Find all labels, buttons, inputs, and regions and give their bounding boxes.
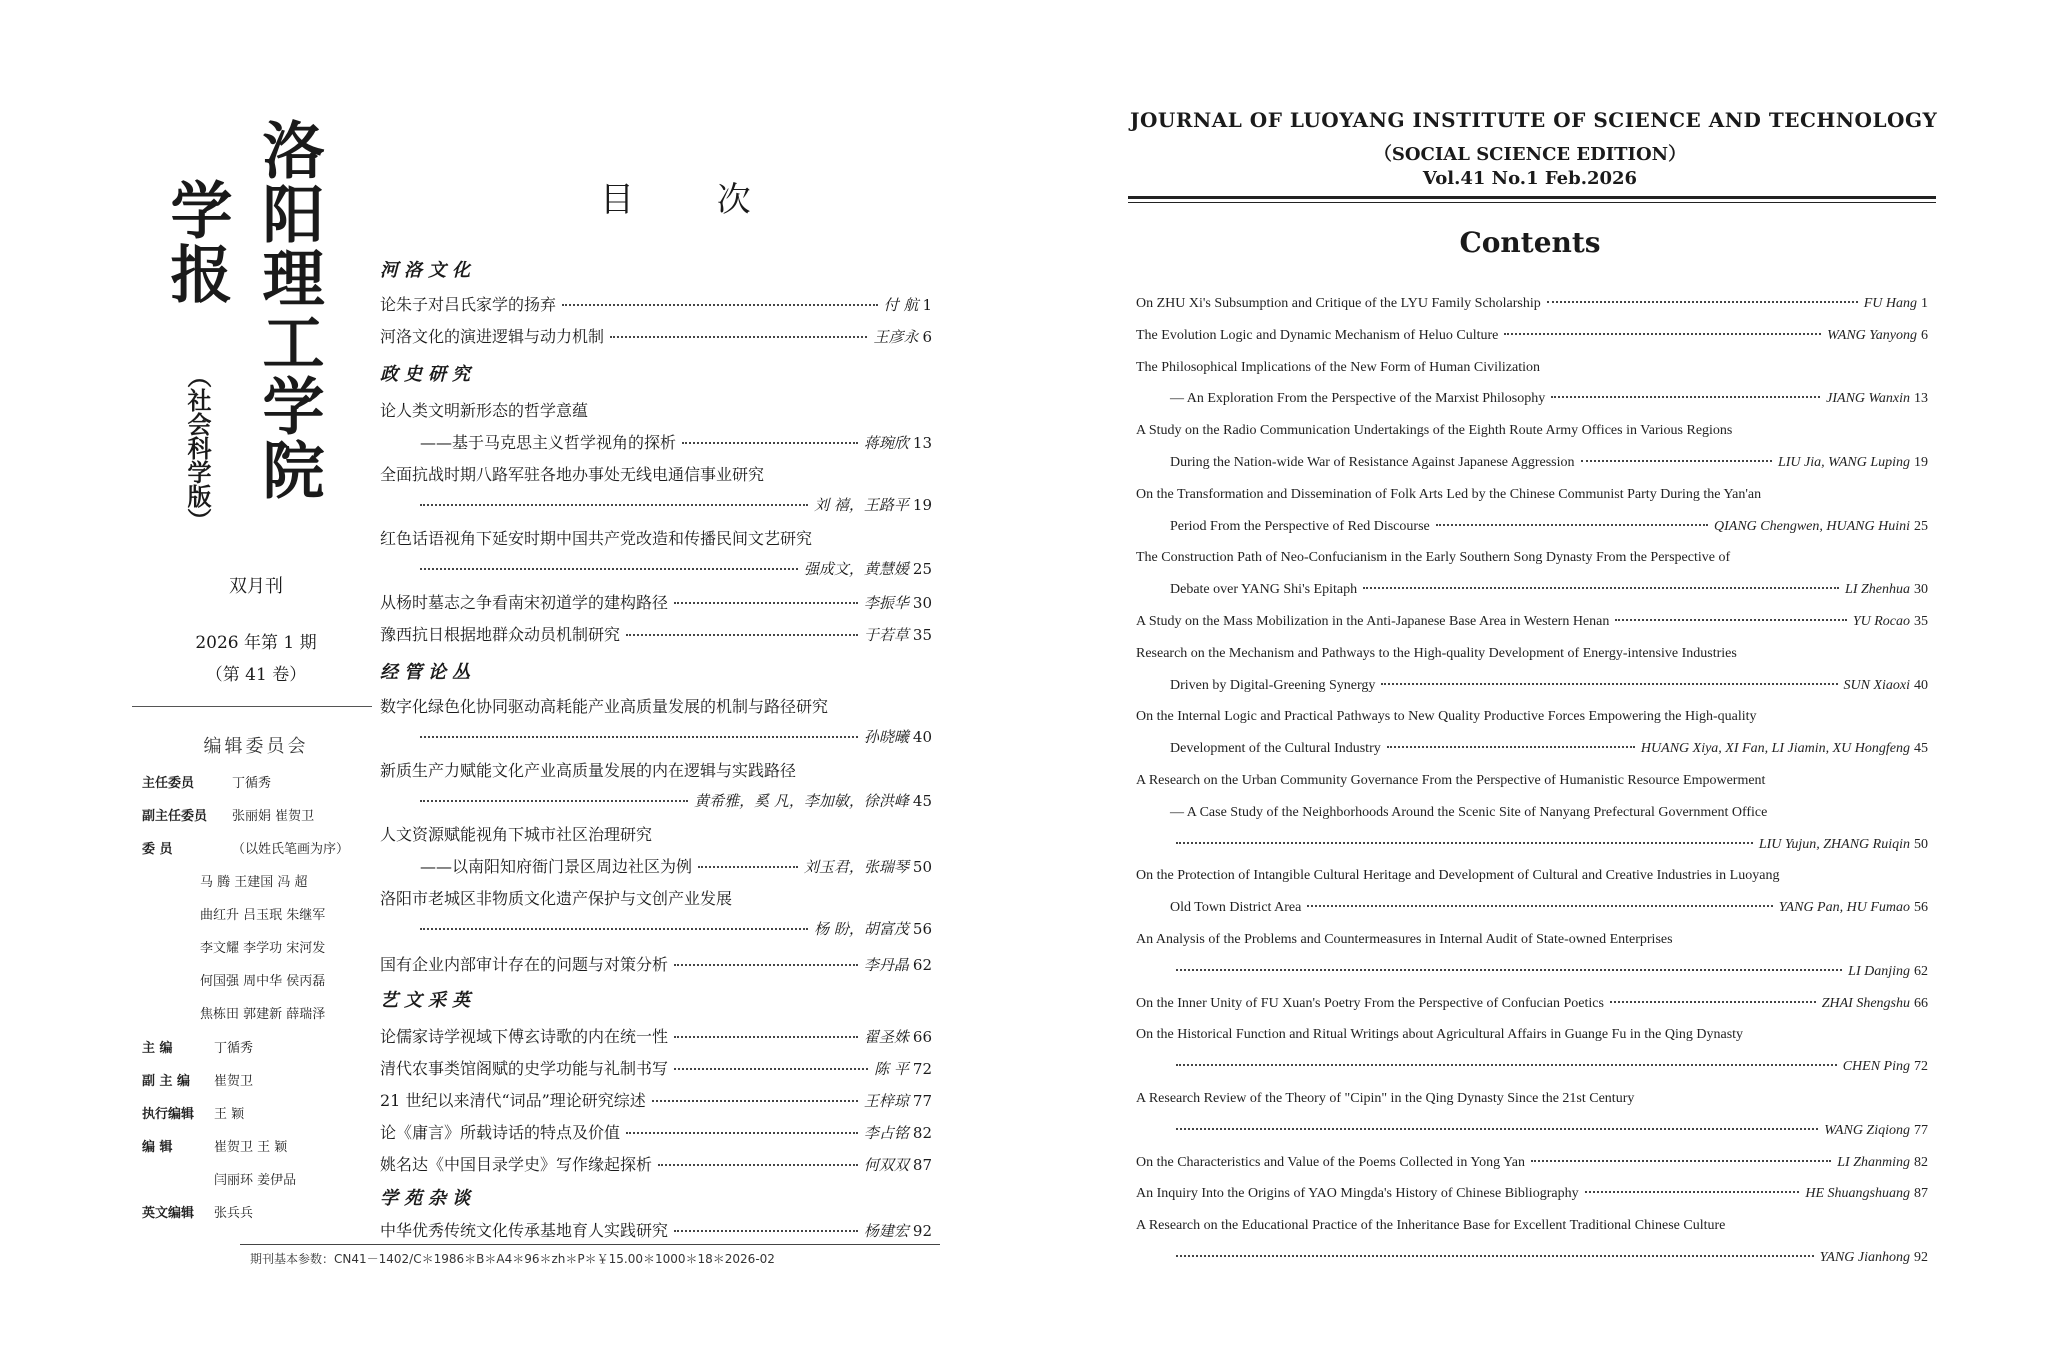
toc-entry-page: 35 <box>1914 614 1928 629</box>
board-exec-editor: 王 颖 <box>214 1107 245 1122</box>
toc-entry-author: JIANG Wanxin <box>1826 391 1910 407</box>
toc-entry-line <box>1136 1091 1928 1107</box>
board-role-label: 编 辑 <box>142 1140 173 1155</box>
toc-entry[interactable] <box>380 918 932 939</box>
toc-entry[interactable] <box>380 1152 932 1175</box>
toc-entry-title: 中华优秀传统文化传承基地育人实践研究 <box>380 1221 669 1240</box>
toc-entry-page: 50 <box>912 858 932 876</box>
board-role-label: 主任委员 <box>142 776 195 791</box>
toc-entry-title: A Research Review of the Theory of "Cipin" in the Qing Dynasty Since the 21st Century <box>1136 1091 1635 1106</box>
publication-frequency: 双月刊 <box>229 576 283 597</box>
toc-entry[interactable] <box>1170 1123 1928 1139</box>
toc-entry-title: 论《庸言》所载诗话的特点及价值 <box>380 1123 621 1142</box>
toc-entry-title: 清代农事类馆阁赋的史学功能与礼制书写 <box>380 1059 669 1078</box>
toc-entry-subtitle: During the Nation-wide War of Resistance Against Japanese Aggression <box>1170 455 1575 470</box>
toc-entry-author: 李丹晶 <box>863 956 909 974</box>
toc-entry[interactable] <box>1136 996 1928 1012</box>
toc-entry-author: LI Danjing <box>1848 963 1910 979</box>
toc-entry[interactable] <box>380 1218 932 1241</box>
dot-leader <box>1504 333 1821 335</box>
toc-entry[interactable] <box>380 1120 932 1143</box>
toc-entry-author: FU Hang <box>1863 296 1917 311</box>
toc-entry-title: On the Transformation and Dissemination of Folk Arts Led by the Chinese Communist Party During the Yan'an <box>1136 486 1762 502</box>
board-editors: 崔贺卫 王 颖 <box>214 1140 288 1155</box>
toc-entry-author: QIANG Chengwen, HUANG Huini <box>1714 518 1910 534</box>
english-journal-title: JOURNAL OF LUOYANG INSTITUTE OF SCIENCE AND TECHNOLOGY <box>1130 108 1938 132</box>
dot-leader <box>1581 460 1772 462</box>
dot-leader <box>1176 1128 1818 1130</box>
toc-entry[interactable] <box>380 622 932 645</box>
toc-entry[interactable] <box>380 726 932 747</box>
toc-entry[interactable] <box>380 430 932 453</box>
toc-entry-page: 72 <box>912 1060 932 1078</box>
dot-leader <box>1436 524 1708 526</box>
toc-entry-author: ZHAI Shengshu <box>1821 995 1910 1011</box>
dot-leader <box>1531 1160 1831 1162</box>
toc-entry-page: 77 <box>912 1092 932 1110</box>
board-member-row: 李文耀 李学功 宋河发 <box>200 941 326 956</box>
toc-entry-author: LIU Jia, WANG Luping <box>1777 455 1910 470</box>
dot-leader <box>1615 619 1846 621</box>
toc-entry-title: A Research on the Urban Community Governance From the Perspective of Humanistic Resource Empowerment <box>1136 773 1766 788</box>
section-heading: 经管论丛 <box>380 662 476 683</box>
toc-entry-subtitle: — A Case Study of the Neighborhoods Around the Scenic Site of Nanyang Prefectural Government Office <box>1170 804 1768 820</box>
board-director: 丁循秀 <box>232 776 272 791</box>
board-role-label: 主 编 <box>142 1041 173 1056</box>
toc-entry-page: 92 <box>1914 1250 1928 1265</box>
toc-entry[interactable] <box>1170 391 1928 407</box>
toc-entry-title: On the Characteristics and Value of the Poems Collected in Yong Yan <box>1136 1154 1525 1170</box>
toc-entry-line <box>1136 487 1928 503</box>
toc-entry-author: 李占铭 <box>863 1124 909 1142</box>
toc-entry-author: 黄希雅，奚 凡，李加敏，徐洪峰 <box>694 792 909 810</box>
toc-entry-author: 陈 平 <box>874 1060 909 1078</box>
toc-entry-line <box>1136 709 1928 725</box>
board-english-editor: 张兵兵 <box>214 1206 254 1221</box>
editorial-board-title: 编辑委员会 <box>203 736 309 757</box>
toc-entry-page: 1 <box>922 296 932 314</box>
dot-leader <box>1551 396 1820 398</box>
board-member-row: 焦栋田 郭建新 薛瑞泽 <box>200 1007 326 1022</box>
toc-entry-title: A Study on the Radio Communication Undertakings of the Eighth Route Army Offices in Various Regions <box>1136 423 1733 439</box>
toc-entry-page: 87 <box>1914 1186 1928 1202</box>
toc-entry-title: On the Internal Logic and Practical Pathways to New Quality Productive Forces Empowering the High-quality <box>1136 709 1757 725</box>
toc-entry-title: The Evolution Logic and Dynamic Mechanism of Heluo Culture <box>1136 327 1499 343</box>
toc-entry-page: 19 <box>912 496 932 514</box>
toc-entry-title: On the Inner Unity of FU Xuan's Poetry From the Perspective of Confucian Poetics <box>1136 995 1604 1011</box>
dot-leader <box>1363 587 1839 589</box>
toc-entry-author: HUANG Xiya, XI Fan, LI Jiamin, XU Hongfeng <box>1640 741 1910 757</box>
dot-leader <box>1610 1001 1816 1003</box>
toc-entry-title: 数字化绿色化协同驱动高耗能产业高质量发展的机制与路径研究 <box>380 697 829 716</box>
board-chief-editor: 丁循秀 <box>214 1041 254 1056</box>
toc-entry-line <box>1136 868 1928 884</box>
toc-entry[interactable] <box>380 1024 932 1047</box>
board-role-label: 副 主 编 <box>142 1074 191 1089</box>
toc-entry-line <box>1136 360 1928 376</box>
toc-entry[interactable] <box>1170 582 1928 598</box>
toc-entry-title: 河洛文化的演进逻辑与动力机制 <box>380 327 605 346</box>
toc-entry-page: 1 <box>1921 296 1928 311</box>
toc-entry-title: 红色话语视角下延安时期中国共产党改造和传播民间文艺研究 <box>380 529 813 548</box>
board-editors: 闫丽环 姜伊品 <box>214 1173 297 1188</box>
toc-entry[interactable] <box>1136 1155 1928 1171</box>
toc-entry-line <box>1170 805 1928 821</box>
toc-entry-page: 66 <box>1914 995 1928 1011</box>
toc-entry[interactable] <box>380 1088 932 1111</box>
toc-entry-subtitle: — An Exploration From the Perspective of the Marxist Philosophy <box>1170 391 1546 407</box>
toc-entry-page: 62 <box>912 956 932 974</box>
toc-entry-line <box>1136 1027 1928 1043</box>
toc-entry-title: 从杨时墓志之争看南宋初道学的建构路径 <box>380 593 669 612</box>
toc-entry-page: 77 <box>1914 1122 1928 1138</box>
dot-leader <box>1387 746 1635 748</box>
toc-entry-author: 刘玉君，张瑞琴 <box>803 858 909 876</box>
toc-entry-page: 40 <box>912 728 932 746</box>
toc-entry-page: 45 <box>912 792 932 810</box>
divider <box>1128 196 1936 199</box>
toc-entry-page: 92 <box>912 1222 932 1240</box>
toc-entry-page: 40 <box>1914 677 1928 693</box>
toc-entry[interactable] <box>1170 1250 1928 1266</box>
toc-entry-author: 于若草 <box>863 626 909 644</box>
volume-issue-date: Vol.41 No.1 Feb.2026 <box>1422 168 1638 189</box>
toc-entry-title: On the Protection of Intangible Cultural Heritage and Development of Cultural and Creative Industries in Luoyang <box>1136 868 1780 884</box>
toc-entry-subtitle: Old Town District Area <box>1170 900 1302 916</box>
dot-leader <box>1585 1191 1800 1193</box>
toc-entry-title: On the Historical Function and Ritual Writings about Agricultural Affairs in Guange Fu in the Qing Dynasty <box>1136 1027 1744 1043</box>
toc-entry-author: LIU Yujun, ZHANG Ruiqin <box>1758 836 1910 852</box>
toc-entry-page: 13 <box>912 434 932 452</box>
toc-entry-subtitle: ——以南阳知府衙门景区周边社区为例 <box>420 857 693 876</box>
toc-entry-author: YANG Pan, HU Fumao <box>1778 900 1910 916</box>
section-heading: 学苑杂谈 <box>380 1188 476 1209</box>
toc-entry[interactable] <box>380 494 932 515</box>
toc-entry-author: LI Zhenhua <box>1845 582 1910 598</box>
toc-entry-page: 13 <box>1914 391 1928 407</box>
board-role-label: 英文编辑 <box>142 1206 195 1221</box>
toc-entry-author: 何双双 <box>863 1156 909 1174</box>
toc-entry[interactable] <box>380 558 932 579</box>
toc-entry-page: 82 <box>912 1124 932 1142</box>
toc-entry[interactable] <box>1136 1186 1928 1202</box>
toc-entry-author: 刘 禧，王路平 <box>814 496 909 514</box>
board-vice-chief-editor: 崔贺卫 <box>214 1074 254 1089</box>
toc-entry-author: YANG Jianhong <box>1819 1250 1910 1265</box>
section-heading: 河洛文化 <box>380 260 476 281</box>
volume-number: （第 41 卷） <box>205 665 307 685</box>
dot-leader <box>1176 969 1842 971</box>
toc-entry-page: 45 <box>1914 741 1928 757</box>
toc-entry-title: 论儒家诗学视域下傅玄诗歌的内在统一性 <box>380 1027 669 1046</box>
toc-entry-author: WANG Yanyong <box>1827 327 1917 343</box>
toc-entry-title: 国有企业内部审计存在的问题与对策分析 <box>380 955 669 974</box>
toc-entry-subtitle: Development of the Cultural Industry <box>1170 741 1381 757</box>
toc-entry-page: 56 <box>912 920 932 938</box>
toc-entry[interactable] <box>1170 1059 1928 1075</box>
journal-parameters: 期刊基本参数：CN41－1402/C＊1986＊B＊A4＊96＊zh＊P＊￥15.00＊1000＊18＊2026-02 <box>250 1252 775 1266</box>
toc-entry-page: 62 <box>1914 963 1928 979</box>
toc-entry-line <box>1136 550 1928 566</box>
toc-entry-title: 姚名达《中国目录学史》写作缘起探析 <box>380 1155 653 1174</box>
toc-entry-title: On ZHU Xi's Subsumption and Critique of the LYU Family Scholarship <box>1136 296 1541 311</box>
toc-entry-line <box>1136 646 1928 662</box>
board-member-row: 何国强 周中华 侯丙磊 <box>200 974 326 989</box>
toc-entry-title: 豫西抗日根据地群众动员机制研究 <box>380 625 621 644</box>
toc-entry-line <box>1136 1218 1928 1234</box>
toc-entry[interactable] <box>1136 328 1928 344</box>
toc-entry-line <box>1136 773 1928 789</box>
toc-entry[interactable] <box>1170 964 1928 980</box>
board-role-label: 副主任委员 <box>142 809 208 824</box>
section-heading: 艺文采英 <box>380 990 476 1011</box>
toc-entry-title: 21 世纪以来清代“词品”理论研究综述 <box>380 1091 646 1110</box>
board-member-row: 曲红升 吕玉珉 朱继军 <box>200 908 326 923</box>
toc-entry[interactable] <box>380 292 932 315</box>
toc-entry-page: 72 <box>1914 1059 1928 1075</box>
toc-entry-title: An Inquiry Into the Origins of YAO Mingda's History of Chinese Bibliography <box>1136 1186 1579 1202</box>
toc-entry[interactable] <box>1170 741 1928 757</box>
toc-entry[interactable] <box>380 790 932 811</box>
toc-entry-author: CHEN Ping <box>1842 1059 1910 1075</box>
toc-entry[interactable] <box>1136 296 1928 312</box>
toc-entry-author: 王梓琼 <box>863 1092 909 1110</box>
dot-leader <box>1307 905 1772 907</box>
toc-entry-title: 新质生产力赋能文化产业高质量发展的内在逻辑与实践路径 <box>380 761 797 780</box>
toc-entry-page: 50 <box>1914 836 1928 852</box>
toc-entry[interactable] <box>1170 519 1928 535</box>
issue-number: 2026 年第 1 期 <box>195 633 317 653</box>
toc-title: 目 次 <box>600 180 787 220</box>
toc-entry-page: 87 <box>912 1156 932 1174</box>
toc-entry[interactable] <box>380 952 932 975</box>
toc-entry-page: 35 <box>912 626 932 644</box>
toc-entry-title: An Analysis of the Problems and Countermeasures in Internal Audit of State-owned Enterprises <box>1136 932 1673 947</box>
toc-entry[interactable] <box>1170 900 1928 916</box>
english-journal-edition: （SOCIAL SCIENCE EDITION） <box>1373 144 1687 165</box>
toc-entry-subtitle: Period From the Perspective of Red Discourse <box>1170 518 1430 534</box>
dot-leader <box>1176 1255 1814 1257</box>
toc-entry-line <box>1136 423 1928 439</box>
dot-leader <box>1547 301 1858 303</box>
toc-entry-author: 杨建宏 <box>863 1222 909 1240</box>
board-role-label: 委 员 <box>142 842 173 857</box>
toc-entry-page: 66 <box>912 1028 932 1046</box>
toc-entry-title: A Study on the Mass Mobilization in the Anti-Japanese Base Area in Western Henan <box>1136 614 1610 629</box>
board-member-row: 马 腾 王建国 冯 超 <box>200 875 308 890</box>
divider <box>1128 202 1936 203</box>
toc-entry-title: A Research on the Educational Practice of the Inheritance Base for Excellent Traditional Chinese Culture <box>1136 1218 1726 1234</box>
toc-entry[interactable] <box>380 590 932 613</box>
toc-entry-author: WANG Ziqiong <box>1824 1122 1910 1138</box>
toc-entry-page: 56 <box>1914 900 1928 916</box>
divider <box>240 1244 940 1245</box>
toc-entry[interactable] <box>1170 837 1928 853</box>
toc-entry-subtitle: Debate over YANG Shi's Epitaph <box>1170 582 1358 598</box>
board-deputy: 张丽娟 崔贺卫 <box>232 809 315 824</box>
toc-entry-author: YU Rocao <box>1852 614 1910 629</box>
toc-entry-page: 6 <box>922 328 932 346</box>
dot-leader <box>1381 683 1837 685</box>
toc-entry-title: 全面抗战时期八路军驻各地办事处无线电通信事业研究 <box>380 465 765 484</box>
toc-entry-author: 强成文，黄慧媛 <box>803 560 909 578</box>
toc-entry-title: 论朱子对吕氏家学的扬弃 <box>380 295 557 314</box>
dot-leader <box>1176 1064 1837 1066</box>
toc-entry-author: 翟圣姝 <box>863 1028 909 1046</box>
toc-entry-page: 6 <box>1921 327 1928 343</box>
toc-entry-page: 25 <box>912 560 932 578</box>
toc-entry-title: The Construction Path of Neo-Confucianism in the Early Southern Song Dynasty From the Perspective of <box>1136 550 1731 566</box>
toc-entry-subtitle: Driven by Digital-Greening Synergy <box>1170 677 1376 693</box>
toc-entry-title: 洛阳市老城区非物质文化遗产保护与文创产业发展 <box>380 889 733 908</box>
divider <box>132 706 372 707</box>
toc-entry[interactable] <box>1170 455 1928 471</box>
toc-entry-title: Research on the Mechanism and Pathways to the High-quality Development of Energy-intensive Industries <box>1136 645 1737 661</box>
toc-entry-page: 30 <box>1914 582 1928 598</box>
journal-title-main: 洛阳理工学院 <box>252 118 325 502</box>
toc-entry[interactable] <box>380 854 932 877</box>
toc-entry-author: 王彦永 <box>873 328 919 346</box>
toc-entry[interactable] <box>380 1056 932 1079</box>
section-heading: 政史研究 <box>380 364 476 385</box>
toc-entry-page: 82 <box>1914 1154 1928 1170</box>
toc-entry-title: The Philosophical Implications of the New Form of Human Civilization <box>1136 359 1540 375</box>
toc-entry-title: 论人类文明新形态的哲学意蕴 <box>380 401 589 420</box>
toc-entry-author: 蒋琬欣 <box>863 434 909 452</box>
toc-entry-title: 人文资源赋能视角下城市社区治理研究 <box>380 825 653 844</box>
toc-entry-author: 杨 盼，胡富茂 <box>814 920 909 938</box>
toc-entry-author: SUN Xiaoxi <box>1843 677 1910 693</box>
toc-entry[interactable] <box>380 324 932 347</box>
toc-entry-subtitle: ——基于马克思主义哲学视角的探析 <box>420 433 677 452</box>
journal-edition: （社会科学版） <box>183 364 211 532</box>
contents-title: Contents <box>1459 226 1601 259</box>
toc-entry-page: 25 <box>1914 518 1928 534</box>
board-members-note: （以姓氏笔画为序） <box>232 842 350 857</box>
toc-entry-author: 李振华 <box>863 594 909 612</box>
toc-entry-page: 30 <box>912 594 932 612</box>
dot-leader <box>1176 842 1753 844</box>
board-role-label: 执行编辑 <box>142 1107 195 1122</box>
toc-entry[interactable] <box>1170 678 1928 694</box>
toc-entry-line <box>1136 932 1928 948</box>
toc-entry-author: 付 航 <box>883 296 919 314</box>
toc-entry-page: 19 <box>1914 455 1928 470</box>
toc-entry-author: 孙晓曦 <box>863 728 909 746</box>
toc-entry-author: HE Shuangshuang <box>1805 1186 1910 1202</box>
journal-title-xuebao: 学报 <box>160 178 233 306</box>
toc-entry-author: LI Zhanming <box>1837 1154 1910 1170</box>
toc-entry[interactable] <box>1136 614 1928 630</box>
